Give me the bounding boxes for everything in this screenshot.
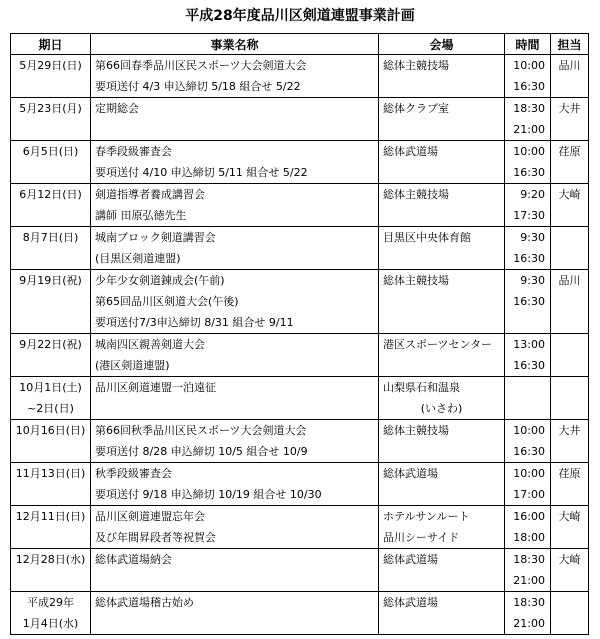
staff-cell (551, 55, 589, 98)
date-line: 5月29日(日) (19, 59, 82, 72)
time-cell (505, 227, 551, 270)
venue-line: 総体主競技場 (383, 188, 449, 201)
event-line: 春季段級審査会 (95, 145, 172, 158)
staff-cell (551, 463, 589, 506)
staff-value: 品川 (558, 274, 581, 287)
event-line: 剣道指導者養成講習会 (95, 188, 205, 201)
table-row (11, 141, 589, 184)
staff-cell (551, 98, 589, 141)
time-cell (505, 98, 551, 141)
end-time: 16:30 (513, 295, 545, 308)
venue-line: 品川シーサイド (383, 531, 460, 544)
event-line: 城南四区親善剣道大会 (95, 338, 205, 351)
start-time: 13:00 (513, 338, 545, 351)
header-venue: 会場 (379, 34, 505, 55)
event-cell (91, 463, 379, 506)
event-cell (91, 334, 379, 377)
date-cell (11, 463, 91, 506)
event-line: 第66回春季品川区民スポーツ大会剣道大会 (95, 59, 307, 72)
event-line: 城南ブロック剣道講習会 (95, 231, 216, 244)
end-time: 16:30 (513, 80, 545, 93)
end-time: 16:30 (513, 252, 545, 265)
start-time: 18:30 (513, 553, 545, 566)
event-cell (91, 270, 379, 334)
staff-value: 大井 (558, 102, 581, 115)
venue-cell (379, 55, 505, 98)
date-line: 6月5日(日) (22, 145, 79, 158)
table-row (11, 463, 589, 506)
staff-value (551, 377, 588, 398)
staff-cell (551, 141, 589, 184)
venue-cell (379, 227, 505, 270)
venue-cell (379, 592, 505, 635)
end-time: 21:00 (513, 123, 545, 136)
table-row (11, 377, 589, 420)
start-time: 10:00 (513, 59, 545, 72)
venue-line: 総体武道場 (383, 553, 438, 566)
venue-line: 総体クラブ室 (383, 102, 449, 115)
time-cell (505, 420, 551, 463)
start-time: 9:30 (520, 231, 545, 244)
venue-cell (379, 270, 505, 334)
staff-cell (551, 334, 589, 377)
header-row (11, 34, 589, 55)
table-row (11, 55, 589, 98)
event-line: 要項送付 4/3 申込締切 5/18 組合せ 5/22 (95, 80, 301, 93)
venue-cell (379, 549, 505, 592)
event-line: 及び年間昇段者等祝賀会 (95, 531, 216, 544)
time-cell (505, 141, 551, 184)
date-line: 12月28日(水) (15, 553, 86, 566)
end-time: 17:00 (513, 488, 545, 501)
staff-value: 大井 (558, 424, 581, 437)
event-cell (91, 98, 379, 141)
header-event: 事業名称 (91, 34, 379, 55)
event-cell (91, 592, 379, 635)
staff-value (551, 592, 588, 613)
date-cell (11, 334, 91, 377)
venue-line: 山梨県石和温泉 (383, 381, 460, 394)
time-cell (505, 549, 551, 592)
end-time: 21:00 (513, 617, 545, 630)
event-cell (91, 184, 379, 227)
start-time: 9:20 (520, 188, 545, 201)
event-line: 品川区剣道連盟一泊遠征 (95, 381, 216, 394)
table-row (11, 227, 589, 270)
staff-value (551, 334, 588, 355)
date-cell (11, 227, 91, 270)
staff-value: 品川 (558, 59, 581, 72)
event-line: 要項送付7/3申込締切 8/31 組合せ 9/11 (95, 316, 294, 329)
staff-cell (551, 377, 589, 420)
time-cell (505, 592, 551, 635)
table-row (11, 270, 589, 334)
venue-cell (379, 420, 505, 463)
time-cell (505, 334, 551, 377)
start-time: 18:30 (513, 102, 545, 115)
venue-cell (379, 98, 505, 141)
staff-value (551, 227, 588, 248)
event-cell (91, 227, 379, 270)
venue-line: 総体主競技場 (383, 424, 449, 437)
venue-cell (379, 506, 505, 549)
date-line: 9月19日(祝) (19, 274, 82, 287)
table-row (11, 334, 589, 377)
date-cell (11, 506, 91, 549)
venue-line: 目黒区中央体育館 (383, 231, 471, 244)
table-row (11, 549, 589, 592)
event-cell (91, 141, 379, 184)
date-cell (11, 270, 91, 334)
date-cell (11, 141, 91, 184)
staff-cell (551, 270, 589, 334)
date-line: 9月22日(祝) (19, 338, 82, 351)
time-cell (505, 270, 551, 334)
event-line: 第66回秋季品川区民スポーツ大会剣道大会 (95, 424, 307, 437)
staff-value: 大崎 (558, 510, 581, 523)
start-time: 18:30 (513, 596, 545, 609)
header-staff: 担当 (551, 34, 589, 55)
event-line: (目黒区剣道連盟) (95, 252, 181, 265)
event-line: (港区剣道連盟) (95, 359, 170, 372)
date-line: 10月1日(土) (19, 381, 82, 394)
event-cell (91, 506, 379, 549)
date-line: 10月16日(日) (15, 424, 86, 437)
date-line: 6月12日(日) (19, 188, 82, 201)
end-time: 17:30 (513, 209, 545, 222)
event-cell (91, 420, 379, 463)
event-line: 第65回品川区剣道大会(午後) (95, 295, 239, 308)
date-line: 11月13日(日) (15, 467, 86, 480)
date-line: ~2日(日) (27, 402, 74, 415)
date-line: 12月11日(日) (15, 510, 86, 523)
date-line: 8月7日(日) (22, 231, 79, 244)
venue-line: 総体主競技場 (383, 274, 449, 287)
staff-cell (551, 506, 589, 549)
venue-line: 総体主競技場 (383, 59, 449, 72)
staff-cell (551, 592, 589, 635)
venue-cell (379, 377, 505, 420)
end-time: 16:30 (513, 166, 545, 179)
event-line: 品川区剣道連盟忘年会 (95, 510, 205, 523)
start-time: 10:00 (513, 424, 545, 437)
staff-cell (551, 549, 589, 592)
table-row (11, 592, 589, 635)
end-time: 21:00 (513, 574, 545, 587)
start-time: 16:00 (513, 510, 545, 523)
event-line: 少年少女剣道錬成会(午前) (95, 274, 225, 287)
venue-cell (379, 141, 505, 184)
table-row (11, 506, 589, 549)
table-row (11, 184, 589, 227)
staff-value: 大崎 (558, 553, 581, 566)
end-time: 18:00 (513, 531, 545, 544)
date-cell (11, 184, 91, 227)
venue-line: 総体武道場 (383, 596, 438, 609)
venue-cell (379, 463, 505, 506)
schedule-table (10, 33, 589, 635)
date-cell (11, 592, 91, 635)
date-cell (11, 377, 91, 420)
start-time: 10:00 (513, 467, 545, 480)
date-line: 平成29年 (27, 596, 74, 609)
time-cell (505, 506, 551, 549)
end-time: 16:30 (513, 445, 545, 458)
event-line: 定期総会 (95, 102, 139, 115)
event-line: 秋季段級審査会 (95, 467, 172, 480)
date-line: 1月4日(水) (22, 617, 79, 630)
date-cell (11, 55, 91, 98)
date-cell (11, 549, 91, 592)
date-cell (11, 98, 91, 141)
staff-value: 荏原 (558, 467, 581, 480)
event-line: 総体武道場稽古始め (95, 596, 194, 609)
start-time: 10:00 (513, 145, 545, 158)
event-line: 要項送付 9/18 申込締切 10/19 組合せ 10/30 (95, 488, 322, 501)
event-line: 講師 田原弘徳先生 (95, 209, 187, 222)
venue-line: 総体武道場 (383, 467, 438, 480)
date-line: 5月23日(月) (19, 102, 82, 115)
event-cell (91, 549, 379, 592)
time-cell (505, 55, 551, 98)
time-cell (505, 463, 551, 506)
event-line: 要項送付 4/10 申込締切 5/11 組合せ 5/22 (95, 166, 308, 179)
header-time: 時間 (505, 34, 551, 55)
staff-cell (551, 420, 589, 463)
venue-cell (379, 334, 505, 377)
table-row (11, 420, 589, 463)
event-cell (91, 55, 379, 98)
page-title: 平成28年度品川区剣道連盟事業計画 (185, 8, 415, 24)
venue-line: ホテルサンルート (383, 510, 470, 523)
end-time: 16:30 (513, 359, 545, 372)
staff-value: 荏原 (558, 145, 581, 158)
staff-cell (551, 227, 589, 270)
staff-cell (551, 184, 589, 227)
event-line: 要項送付 8/28 申込締切 10/5 組合せ 10/9 (95, 445, 308, 458)
venue-cell (379, 184, 505, 227)
event-cell (91, 377, 379, 420)
start-time: 9:30 (520, 274, 545, 287)
time-cell (505, 184, 551, 227)
time-cell (505, 377, 551, 420)
venue-line: 総体武道場 (383, 145, 438, 158)
staff-value: 大崎 (558, 188, 581, 201)
date-cell (11, 420, 91, 463)
header-date: 期日 (11, 34, 91, 55)
event-line: 総体武道場納会 (95, 553, 172, 566)
venue-line: 港区スポーツセンター (383, 338, 493, 351)
venue-line: (いさわ) (420, 402, 463, 415)
table-row (11, 98, 589, 141)
